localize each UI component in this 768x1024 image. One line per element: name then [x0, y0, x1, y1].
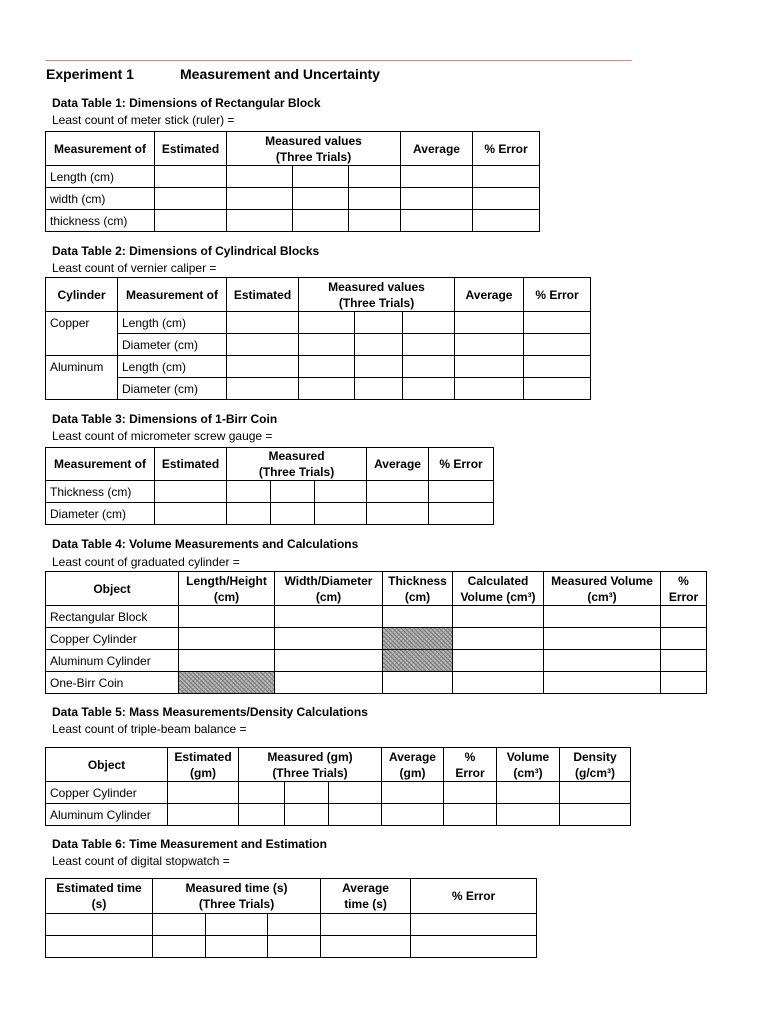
- table-row: [46, 166, 540, 188]
- estimated-cell[interactable]: [46, 914, 153, 936]
- table2: [45, 277, 591, 400]
- table6-header-average: Average time (s): [321, 879, 411, 914]
- width-cell[interactable]: [275, 672, 383, 694]
- table-row: [46, 210, 540, 232]
- table-row: [46, 378, 591, 400]
- error-cell[interactable]: [411, 914, 537, 936]
- average-cell[interactable]: [401, 188, 473, 210]
- table6-header-estimated: Estimated time (s): [46, 879, 153, 914]
- trial-cell[interactable]: [268, 936, 321, 958]
- row-label: Length (cm): [118, 356, 227, 378]
- estimated-cell[interactable]: [155, 188, 227, 210]
- error-cell[interactable]: [524, 334, 591, 356]
- row-label: Length (cm): [46, 166, 155, 188]
- table1-header-error: % Error: [473, 132, 540, 166]
- table6: [45, 878, 537, 958]
- experiment-label: Experiment 1: [46, 66, 134, 82]
- row-label: Aluminum Cylinder: [46, 804, 168, 826]
- estimated-cell[interactable]: [168, 782, 239, 804]
- table3-title: Data Table 3: Dimensions of 1-Birr Coin: [52, 412, 278, 426]
- trial-cell[interactable]: [329, 804, 382, 826]
- cylinder-label-empty: [46, 334, 118, 356]
- trial-cell[interactable]: [227, 210, 293, 232]
- meas-volume-cell[interactable]: [544, 606, 661, 628]
- trial-cell[interactable]: [271, 481, 315, 503]
- table5-header-volume: Volume (cm³): [497, 748, 560, 782]
- table1-header-average: Average: [401, 132, 473, 166]
- estimated-cell[interactable]: [227, 334, 299, 356]
- row-label: Copper Cylinder: [46, 628, 179, 650]
- estimated-cell[interactable]: [227, 312, 299, 334]
- table1-least-count: Least count of meter stick (ruler) =: [52, 113, 235, 127]
- table-row: [46, 188, 540, 210]
- table3-header-estimated: Estimated: [155, 448, 227, 481]
- error-cell[interactable]: [661, 650, 707, 672]
- density-cell[interactable]: [560, 804, 631, 826]
- trial-cell[interactable]: [285, 782, 329, 804]
- table3-least-count: Least count of micrometer screw gauge =: [52, 429, 273, 443]
- table1-title: Data Table 1: Dimensions of Rectangular Block: [52, 96, 321, 110]
- trial-cell[interactable]: [299, 378, 355, 400]
- table-row: [46, 503, 494, 525]
- trial-cell[interactable]: [299, 312, 355, 334]
- table2-header-error: % Error: [524, 278, 591, 312]
- error-cell[interactable]: [524, 378, 591, 400]
- table-row: [46, 782, 631, 804]
- row-label: Diameter (cm): [118, 334, 227, 356]
- error-cell[interactable]: [473, 210, 540, 232]
- shaded-cell: [383, 628, 453, 650]
- table-row: [46, 936, 537, 958]
- trial-cell[interactable]: [227, 481, 271, 503]
- trial-cell[interactable]: [239, 804, 285, 826]
- table4-header-width: Width/Diameter (cm): [275, 572, 383, 606]
- trial-cell[interactable]: [299, 356, 355, 378]
- average-cell[interactable]: [382, 782, 444, 804]
- trial-cell[interactable]: [403, 312, 455, 334]
- width-cell[interactable]: [275, 650, 383, 672]
- row-label: Copper Cylinder: [46, 782, 168, 804]
- trial-cell[interactable]: [293, 210, 349, 232]
- row-label: Aluminum Cylinder: [46, 650, 179, 672]
- cylinder-label: Aluminum: [46, 356, 118, 378]
- meas-volume-cell[interactable]: [544, 650, 661, 672]
- error-cell[interactable]: [473, 166, 540, 188]
- table-row: [46, 312, 591, 334]
- table2-header-measured: Measured values (Three Trials): [299, 278, 455, 312]
- volume-cell[interactable]: [497, 782, 560, 804]
- table1-header-measurement: Measurement of: [46, 132, 155, 166]
- row-label: Diameter (cm): [118, 378, 227, 400]
- average-cell[interactable]: [321, 936, 411, 958]
- shaded-cell: [179, 672, 275, 694]
- trial-cell[interactable]: [403, 378, 455, 400]
- table-row: [46, 606, 707, 628]
- estimated-cell[interactable]: [155, 503, 227, 525]
- table2-header-estimated: Estimated: [227, 278, 299, 312]
- trial-cell[interactable]: [227, 503, 271, 525]
- table1: [45, 131, 540, 232]
- meas-volume-cell[interactable]: [544, 672, 661, 694]
- table-row: [46, 804, 631, 826]
- error-cell[interactable]: [473, 188, 540, 210]
- cylinder-label: Copper: [46, 312, 118, 334]
- trial-cell[interactable]: [403, 334, 455, 356]
- trial-cell[interactable]: [153, 914, 206, 936]
- trial-cell[interactable]: [153, 936, 206, 958]
- estimated-cell[interactable]: [168, 804, 239, 826]
- trial-cell[interactable]: [206, 914, 268, 936]
- error-cell[interactable]: [429, 503, 494, 525]
- row-label: Rectangular Block: [46, 606, 179, 628]
- table-row: [46, 481, 494, 503]
- error-cell[interactable]: [524, 356, 591, 378]
- table5-title: Data Table 5: Mass Measurements/Density Calculations: [52, 705, 368, 719]
- estimated-cell[interactable]: [155, 481, 227, 503]
- average-cell[interactable]: [455, 334, 524, 356]
- trial-cell[interactable]: [315, 481, 367, 503]
- average-cell[interactable]: [455, 378, 524, 400]
- table6-header-error: % Error: [411, 879, 537, 914]
- cylinder-label-empty: [46, 378, 118, 400]
- table-row: [46, 628, 707, 650]
- page-title: Measurement and Uncertainty: [180, 66, 380, 82]
- page-header: [46, 66, 380, 82]
- error-cell[interactable]: [661, 672, 707, 694]
- table5-header-measured: Measured (gm) (Three Trials): [239, 748, 382, 782]
- error-cell[interactable]: [444, 782, 497, 804]
- table5-header-average: Average (gm): [382, 748, 444, 782]
- table5-header-density: Density (g/cm³): [560, 748, 631, 782]
- error-cell[interactable]: [661, 606, 707, 628]
- table-row: [46, 672, 707, 694]
- row-label: thickness (cm): [46, 210, 155, 232]
- row-label: Length (cm): [118, 312, 227, 334]
- average-cell[interactable]: [401, 166, 473, 188]
- volume-cell[interactable]: [497, 804, 560, 826]
- table-row: [46, 334, 591, 356]
- trial-cell[interactable]: [299, 334, 355, 356]
- table2-title: Data Table 2: Dimensions of Cylindrical Blocks: [52, 244, 320, 258]
- table4: [45, 571, 707, 694]
- calc-volume-cell[interactable]: [453, 628, 544, 650]
- length-cell[interactable]: [179, 628, 275, 650]
- estimated-cell[interactable]: [227, 378, 299, 400]
- trial-cell[interactable]: [271, 503, 315, 525]
- table3-header-measured: Measured (Three Trials): [227, 448, 367, 481]
- estimated-cell[interactable]: [155, 210, 227, 232]
- trial-cell[interactable]: [349, 188, 401, 210]
- error-cell[interactable]: [661, 628, 707, 650]
- table2-header-measurement: Measurement of: [118, 278, 227, 312]
- error-cell[interactable]: [524, 312, 591, 334]
- row-label: width (cm): [46, 188, 155, 210]
- table4-header-length: Length/Height (cm): [179, 572, 275, 606]
- trial-cell[interactable]: [293, 188, 349, 210]
- trial-cell[interactable]: [355, 334, 403, 356]
- trial-cell[interactable]: [349, 210, 401, 232]
- row-label: Thickness (cm): [46, 481, 155, 503]
- table5: [45, 747, 631, 826]
- calc-volume-cell[interactable]: [453, 606, 544, 628]
- trial-cell[interactable]: [403, 356, 455, 378]
- length-cell[interactable]: [179, 606, 275, 628]
- average-cell[interactable]: [455, 312, 524, 334]
- length-cell[interactable]: [179, 650, 275, 672]
- density-cell[interactable]: [560, 782, 631, 804]
- error-cell[interactable]: [411, 936, 537, 958]
- average-cell[interactable]: [367, 481, 429, 503]
- table3: [45, 447, 494, 525]
- trial-cell[interactable]: [206, 936, 268, 958]
- table5-header-object: Object: [46, 748, 168, 782]
- calc-volume-cell[interactable]: [453, 650, 544, 672]
- table4-header-thickness: Thickness (cm): [383, 572, 453, 606]
- trial-cell[interactable]: [349, 166, 401, 188]
- table4-header-object: Object: [46, 572, 179, 606]
- estimated-cell[interactable]: [46, 936, 153, 958]
- calc-volume-cell[interactable]: [453, 672, 544, 694]
- header-rule: [45, 60, 632, 61]
- error-cell[interactable]: [429, 481, 494, 503]
- average-cell[interactable]: [455, 356, 524, 378]
- meas-volume-cell[interactable]: [544, 628, 661, 650]
- table2-least-count: Least count of vernier caliper =: [52, 261, 217, 275]
- table4-header-error: % Error: [661, 572, 707, 606]
- estimated-cell[interactable]: [155, 166, 227, 188]
- trial-cell[interactable]: [293, 166, 349, 188]
- table3-header-average: Average: [367, 448, 429, 481]
- table4-header-measured: Measured Volume (cm³): [544, 572, 661, 606]
- table1-header-estimated: Estimated: [155, 132, 227, 166]
- trial-cell[interactable]: [355, 356, 403, 378]
- average-cell[interactable]: [401, 210, 473, 232]
- trial-cell[interactable]: [227, 188, 293, 210]
- row-label: One-Birr Coin: [46, 672, 179, 694]
- width-cell[interactable]: [275, 606, 383, 628]
- estimated-cell[interactable]: [227, 356, 299, 378]
- trial-cell[interactable]: [355, 312, 403, 334]
- average-cell[interactable]: [367, 503, 429, 525]
- table2-header-average: Average: [455, 278, 524, 312]
- table6-least-count: Least count of digital stopwatch =: [52, 854, 230, 868]
- average-cell[interactable]: [321, 914, 411, 936]
- table5-header-error: % Error: [444, 748, 497, 782]
- trial-cell[interactable]: [239, 782, 285, 804]
- table4-least-count: Least count of graduated cylinder =: [52, 555, 240, 569]
- table3-header-measurement: Measurement of: [46, 448, 155, 481]
- table6-title: Data Table 6: Time Measurement and Estimation: [52, 837, 327, 851]
- table-row: [46, 650, 707, 672]
- trial-cell[interactable]: [285, 804, 329, 826]
- table5-header-estimated: Estimated (gm): [168, 748, 239, 782]
- trial-cell[interactable]: [315, 503, 367, 525]
- table2-header-cylinder: Cylinder: [46, 278, 118, 312]
- shaded-cell: [383, 650, 453, 672]
- table-row: [46, 356, 591, 378]
- table1-header-measured: Measured values (Three Trials): [227, 132, 401, 166]
- trial-cell[interactable]: [355, 378, 403, 400]
- table-row: [46, 914, 537, 936]
- thickness-cell[interactable]: [383, 606, 453, 628]
- table5-least-count: Least count of triple-beam balance =: [52, 722, 247, 736]
- table6-header-measured: Measured time (s) (Three Trials): [153, 879, 321, 914]
- width-cell[interactable]: [275, 628, 383, 650]
- table3-header-error: % Error: [429, 448, 494, 481]
- table4-title: Data Table 4: Volume Measurements and Calculations: [52, 537, 359, 551]
- error-cell[interactable]: [444, 804, 497, 826]
- average-cell[interactable]: [382, 804, 444, 826]
- table4-header-calculated: Calculated Volume (cm³): [453, 572, 544, 606]
- row-label: Diameter (cm): [46, 503, 155, 525]
- trial-cell[interactable]: [329, 782, 382, 804]
- trial-cell[interactable]: [268, 914, 321, 936]
- trial-cell[interactable]: [227, 166, 293, 188]
- thickness-cell[interactable]: [383, 672, 453, 694]
